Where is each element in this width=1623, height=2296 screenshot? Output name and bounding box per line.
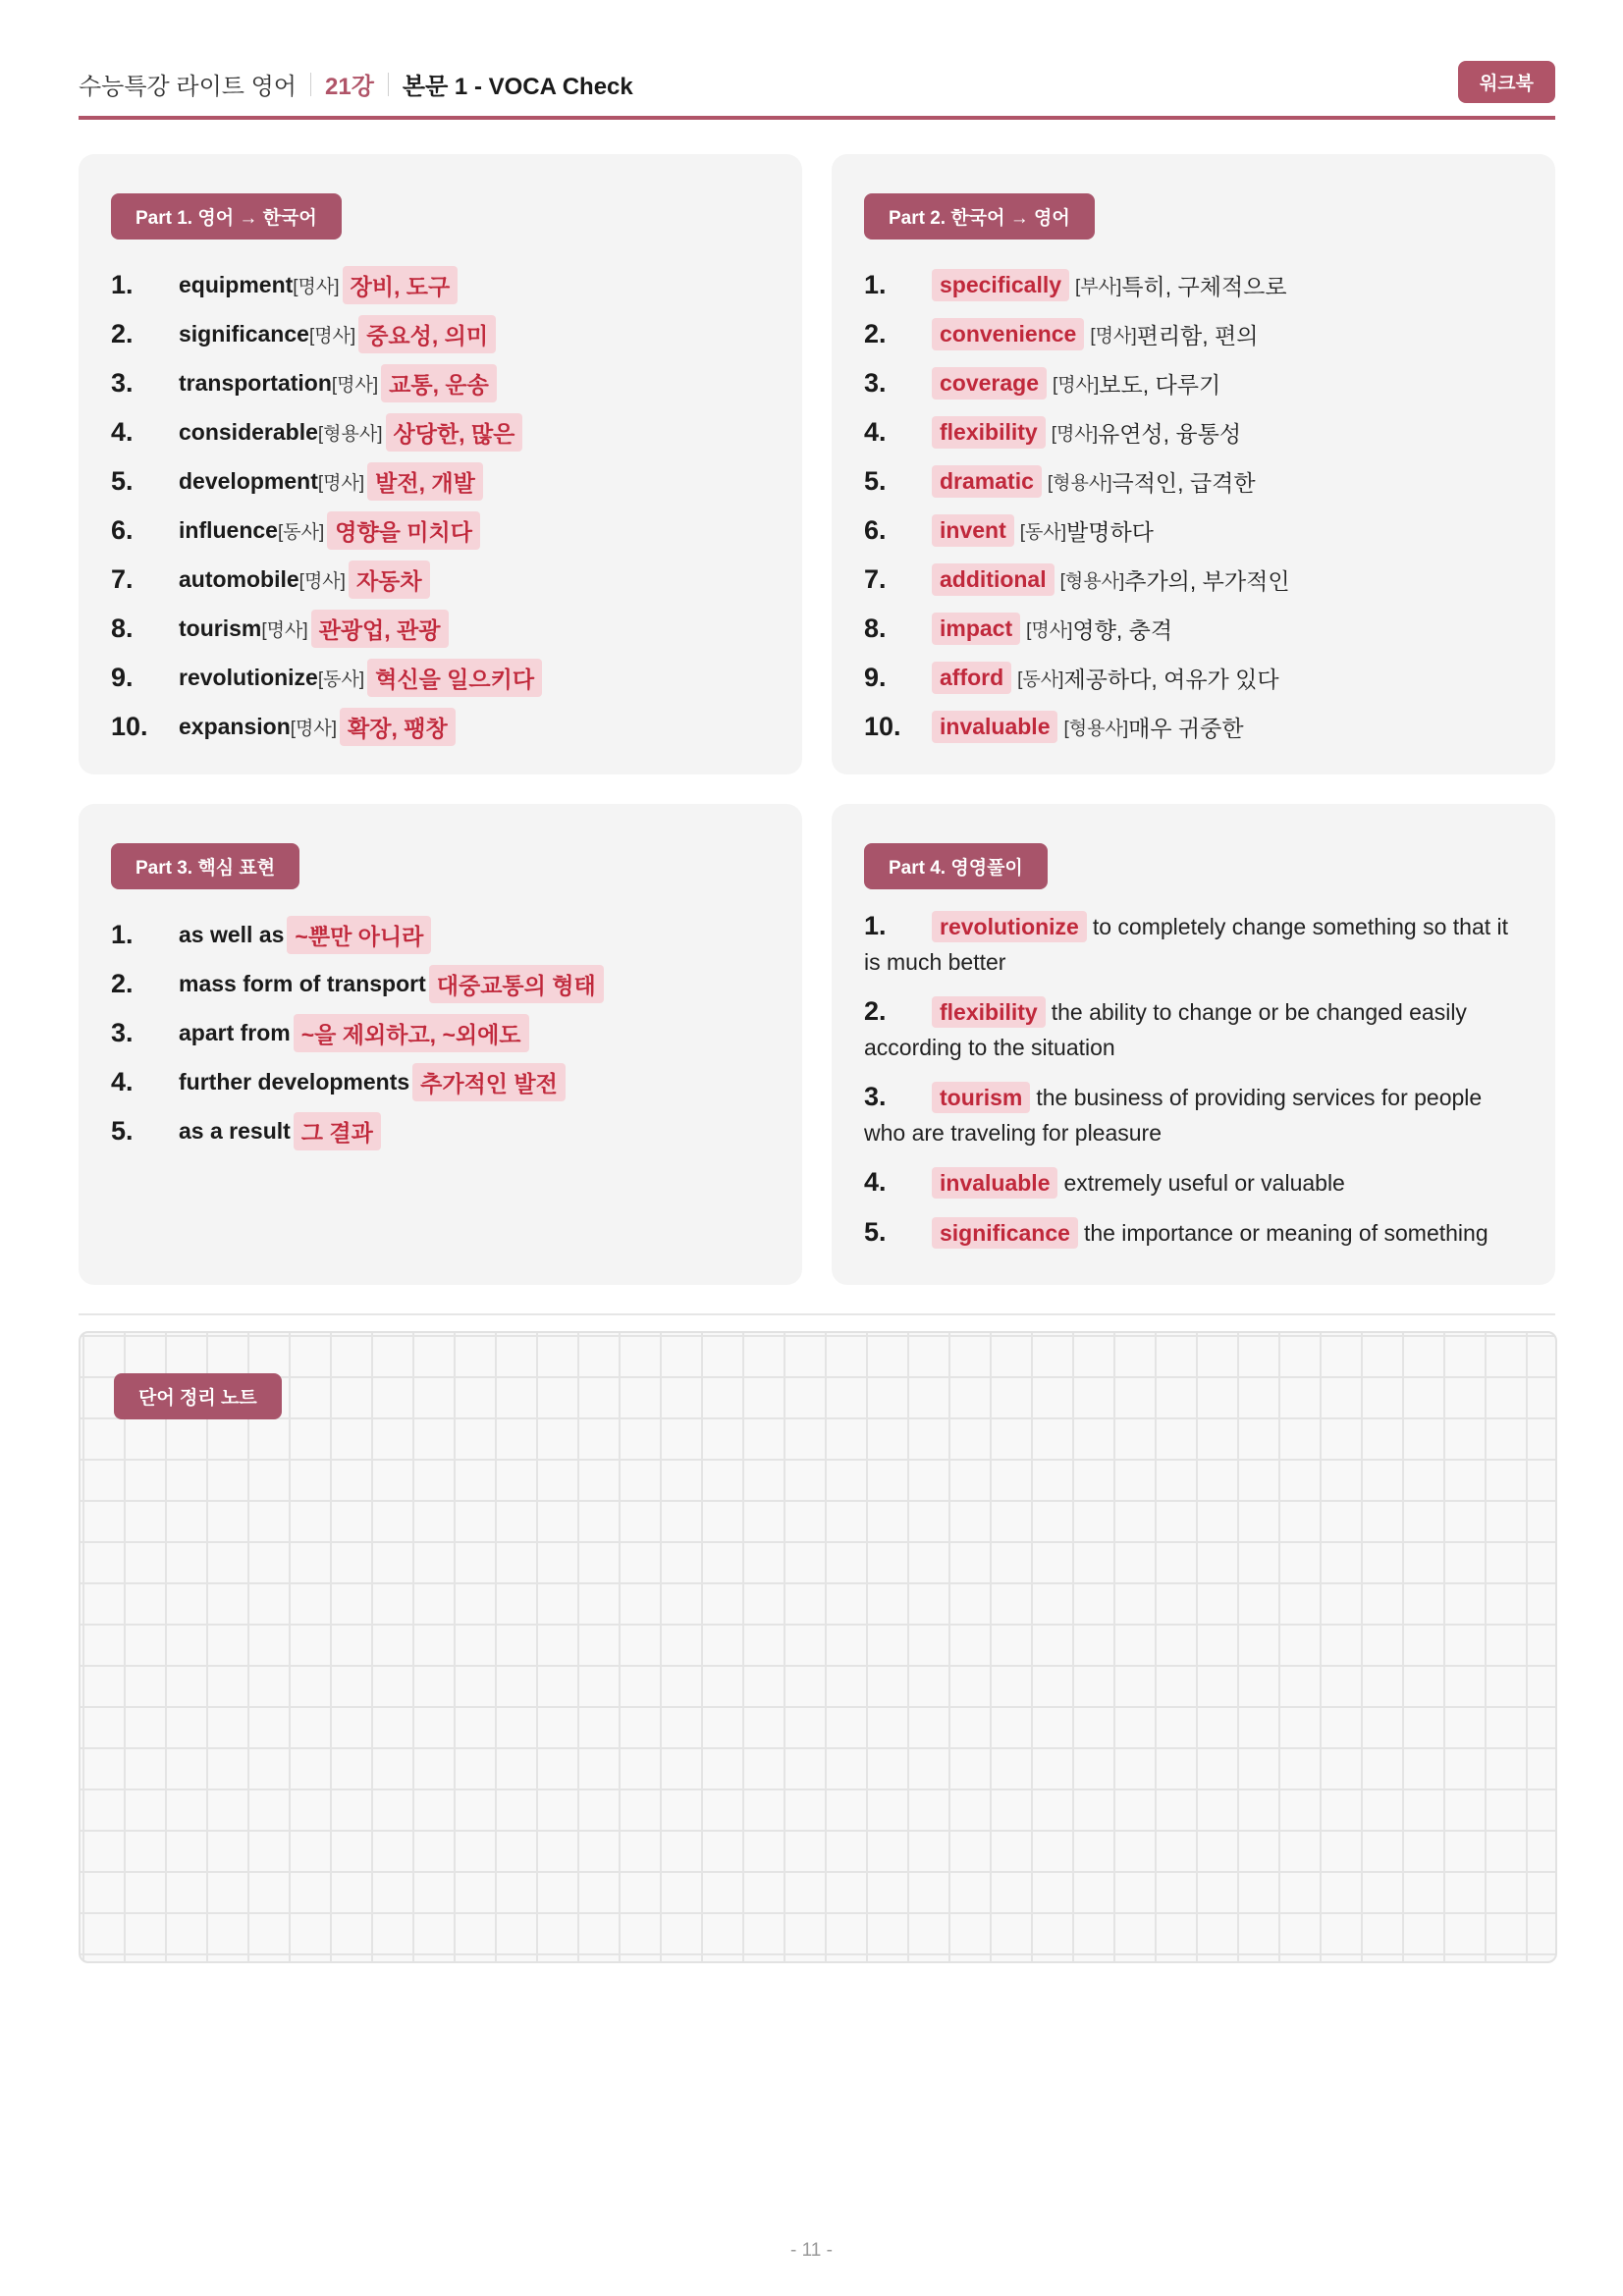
page-header — [79, 61, 1555, 120]
part2-title: Part 2. 한국어 → 영어 — [864, 193, 1095, 240]
list-item — [111, 653, 775, 702]
vocab-note-grid[interactable] — [79, 1331, 1557, 1963]
part4-title: Part 4. 영영풀이 — [864, 843, 1048, 889]
breadcrumb-separator — [388, 73, 389, 96]
item-number: 4. — [111, 1066, 134, 1096]
item-number: 1. — [864, 269, 887, 299]
key-expression: mass form of transport — [179, 970, 426, 996]
item-number: 10. — [111, 711, 148, 741]
english-definition: extremely useful or valuable — [1063, 1170, 1345, 1196]
answer-meaning: 교통, 운송 — [381, 364, 497, 402]
answer-word: impact — [932, 613, 1020, 645]
answer-word: invaluable — [932, 711, 1057, 743]
list-item — [864, 653, 1528, 702]
part-of-speech: [부사] — [1075, 276, 1122, 297]
answer-meaning: 영향을 미치다 — [327, 511, 480, 550]
list-item — [111, 260, 775, 309]
answer-word: flexibility — [932, 416, 1046, 449]
answer-meaning: 중요성, 의미 — [358, 315, 496, 353]
answer-word: invent — [932, 514, 1014, 547]
key-expression: further developments — [179, 1068, 410, 1095]
list-item — [111, 1106, 775, 1155]
vocab-word: equipment — [179, 271, 294, 297]
part-of-speech: [형용사] — [1047, 472, 1112, 494]
list-item — [864, 604, 1528, 653]
part-of-speech: [명사] — [261, 619, 308, 641]
list-item — [111, 506, 775, 555]
vocab-word: considerable — [179, 418, 318, 445]
item-number: 2. — [864, 318, 887, 348]
item-number: 5. — [864, 465, 887, 496]
notes-title: 단어 정리 노트 — [114, 1373, 282, 1419]
part-of-speech: [명사] — [317, 472, 365, 494]
part-of-speech: [명사] — [1026, 619, 1073, 641]
part1-title: Part 1. 영어 → 한국어 — [111, 193, 342, 240]
item-number: 3. — [111, 1017, 134, 1047]
item-number: 4. — [111, 416, 134, 447]
part-of-speech: [명사] — [293, 276, 340, 297]
definition-item — [864, 1214, 1528, 1251]
key-expression: as a result — [179, 1117, 291, 1144]
item-number: 5. — [111, 465, 134, 496]
part-of-speech: [동사] — [317, 668, 365, 690]
list-item — [111, 358, 775, 407]
part-of-speech: [형용사] — [1059, 570, 1125, 592]
list-item — [864, 260, 1528, 309]
item-number: 8. — [864, 613, 887, 643]
answer-word: convenience — [932, 318, 1084, 350]
list-item — [111, 1008, 775, 1057]
english-definition: to completely change something so that it is much better — [864, 914, 1509, 975]
english-definition: the ability to change or be changed easily according to the situation — [864, 999, 1467, 1060]
item-number: 5. — [864, 1217, 887, 1247]
answer-meaning: 확장, 팽창 — [340, 708, 456, 746]
item-number: 6. — [864, 514, 887, 545]
answer-word: invaluable — [932, 1167, 1057, 1199]
list-item — [111, 309, 775, 358]
item-number: 1. — [111, 269, 134, 299]
item-number: 9. — [111, 662, 134, 692]
item-number: 2. — [111, 968, 134, 998]
item-number: 6. — [111, 514, 134, 545]
page-number: - 11 - — [790, 2240, 833, 2261]
definition-item — [864, 993, 1528, 1065]
answer-word: additional — [932, 563, 1055, 596]
part1-panel — [79, 154, 802, 774]
item-number: 8. — [111, 613, 134, 643]
korean-meaning: 발명하다 — [1066, 518, 1154, 545]
answer-word: flexibility — [932, 996, 1046, 1028]
korean-meaning: 제공하다, 여유가 있다 — [1063, 666, 1279, 692]
list-item — [864, 456, 1528, 506]
item-number: 7. — [111, 563, 134, 594]
section-divider — [79, 1313, 1555, 1315]
korean-meaning: 보도, 다루기 — [1099, 371, 1221, 398]
part-of-speech: [명사] — [290, 718, 338, 739]
answer-meaning: 발전, 개발 — [367, 462, 483, 501]
part2-list — [864, 260, 1528, 751]
part-of-speech: [형용사] — [1063, 718, 1129, 739]
item-number: 9. — [864, 662, 887, 692]
part-of-speech: [동사] — [1017, 668, 1064, 690]
korean-meaning: 편리함, 편의 — [1136, 322, 1259, 348]
list-item — [864, 506, 1528, 555]
part-of-speech: [명사] — [308, 325, 356, 347]
answer-word: tourism — [932, 1082, 1030, 1113]
item-number: 1. — [111, 919, 134, 949]
vocab-word: significance — [179, 320, 309, 347]
part-of-speech: [동사] — [277, 521, 325, 543]
part-of-speech: [명사] — [1053, 374, 1100, 396]
answer-meaning: 추가적인 발전 — [412, 1063, 566, 1101]
korean-meaning: 매우 귀중한 — [1128, 715, 1244, 741]
list-item — [864, 702, 1528, 751]
part-of-speech: [형용사] — [317, 423, 383, 445]
answer-word: afford — [932, 662, 1011, 694]
list-item — [111, 407, 775, 456]
answer-meaning: 대중교통의 형태 — [429, 965, 604, 1003]
lesson-number: 21강 — [325, 74, 374, 100]
korean-meaning: 특히, 구체적으로 — [1121, 273, 1287, 299]
item-number: 3. — [111, 367, 134, 398]
part-of-speech: [명사] — [298, 570, 346, 592]
part3-panel — [79, 804, 802, 1285]
key-expression: apart from — [179, 1019, 291, 1045]
item-number: 10. — [864, 711, 901, 741]
list-item — [111, 959, 775, 1008]
list-item — [864, 555, 1528, 604]
korean-meaning: 영향, 충격 — [1072, 616, 1173, 643]
part-of-speech: [명사] — [1090, 325, 1137, 347]
vocab-word: influence — [179, 516, 278, 543]
item-number: 4. — [864, 1167, 887, 1197]
vocab-word: expansion — [179, 713, 291, 739]
item-number: 2. — [111, 318, 134, 348]
answer-meaning: ~뿐만 아니라 — [287, 916, 431, 954]
definition-item — [864, 908, 1528, 980]
breadcrumb — [79, 67, 633, 101]
part3-title: Part 3. 핵심 표현 — [111, 843, 299, 889]
definition-item — [864, 1079, 1528, 1150]
page-title: 본문 1 - VOCA Check — [402, 74, 633, 100]
part1-list — [111, 260, 775, 751]
list-item — [111, 702, 775, 751]
item-number: 7. — [864, 563, 887, 594]
item-number: 3. — [864, 1082, 887, 1111]
item-number: 4. — [864, 416, 887, 447]
item-number: 3. — [864, 367, 887, 398]
answer-word: dramatic — [932, 465, 1042, 498]
english-definition: the importance or meaning of something — [1083, 1220, 1488, 1246]
korean-meaning: 유연성, 융통성 — [1097, 420, 1242, 447]
key-expression: as well as — [179, 921, 285, 947]
list-item — [111, 456, 775, 506]
list-item — [111, 910, 775, 959]
part4-list — [864, 908, 1528, 1264]
list-item — [864, 309, 1528, 358]
book-title: 수능특강 라이트 영어 — [79, 74, 297, 100]
answer-meaning: 그 결과 — [294, 1112, 381, 1150]
part2-panel — [832, 154, 1555, 774]
part-of-speech: [명사] — [331, 374, 379, 396]
answer-word: specifically — [932, 269, 1069, 301]
list-item — [864, 407, 1528, 456]
list-item — [111, 1057, 775, 1106]
part-of-speech: [명사] — [1051, 423, 1098, 445]
list-item — [111, 604, 775, 653]
vocab-word: transportation — [179, 369, 332, 396]
item-number: 5. — [111, 1115, 134, 1146]
answer-meaning: 자동차 — [349, 561, 430, 599]
vocab-word: revolutionize — [179, 664, 318, 690]
answer-meaning: ~을 제외하고, ~외에도 — [294, 1014, 529, 1052]
korean-meaning: 극적인, 급격한 — [1111, 469, 1256, 496]
item-number: 2. — [864, 996, 887, 1026]
part3-list — [111, 910, 775, 1155]
answer-meaning: 장비, 도구 — [343, 266, 459, 304]
definition-item — [864, 1164, 1528, 1201]
answer-word: revolutionize — [932, 911, 1087, 942]
vocab-word: tourism — [179, 614, 262, 641]
workbook-badge: 워크북 — [1458, 61, 1555, 103]
answer-meaning: 상당한, 많은 — [386, 413, 523, 452]
part4-panel — [832, 804, 1555, 1285]
vocab-word: development — [179, 467, 318, 494]
list-item — [864, 358, 1528, 407]
vocab-word: automobile — [179, 565, 299, 592]
answer-meaning: 혁신을 일으키다 — [367, 659, 542, 697]
english-definition: the business of providing services for people who are traveling for pleasure — [864, 1085, 1483, 1146]
breadcrumb-separator — [310, 73, 311, 96]
answer-word: coverage — [932, 367, 1047, 400]
list-item — [111, 555, 775, 604]
answer-word: significance — [932, 1217, 1078, 1249]
item-number: 1. — [864, 911, 887, 940]
answer-meaning: 관광업, 관광 — [311, 610, 449, 648]
korean-meaning: 추가의, 부가적인 — [1124, 567, 1290, 594]
part-of-speech: [동사] — [1019, 521, 1067, 543]
